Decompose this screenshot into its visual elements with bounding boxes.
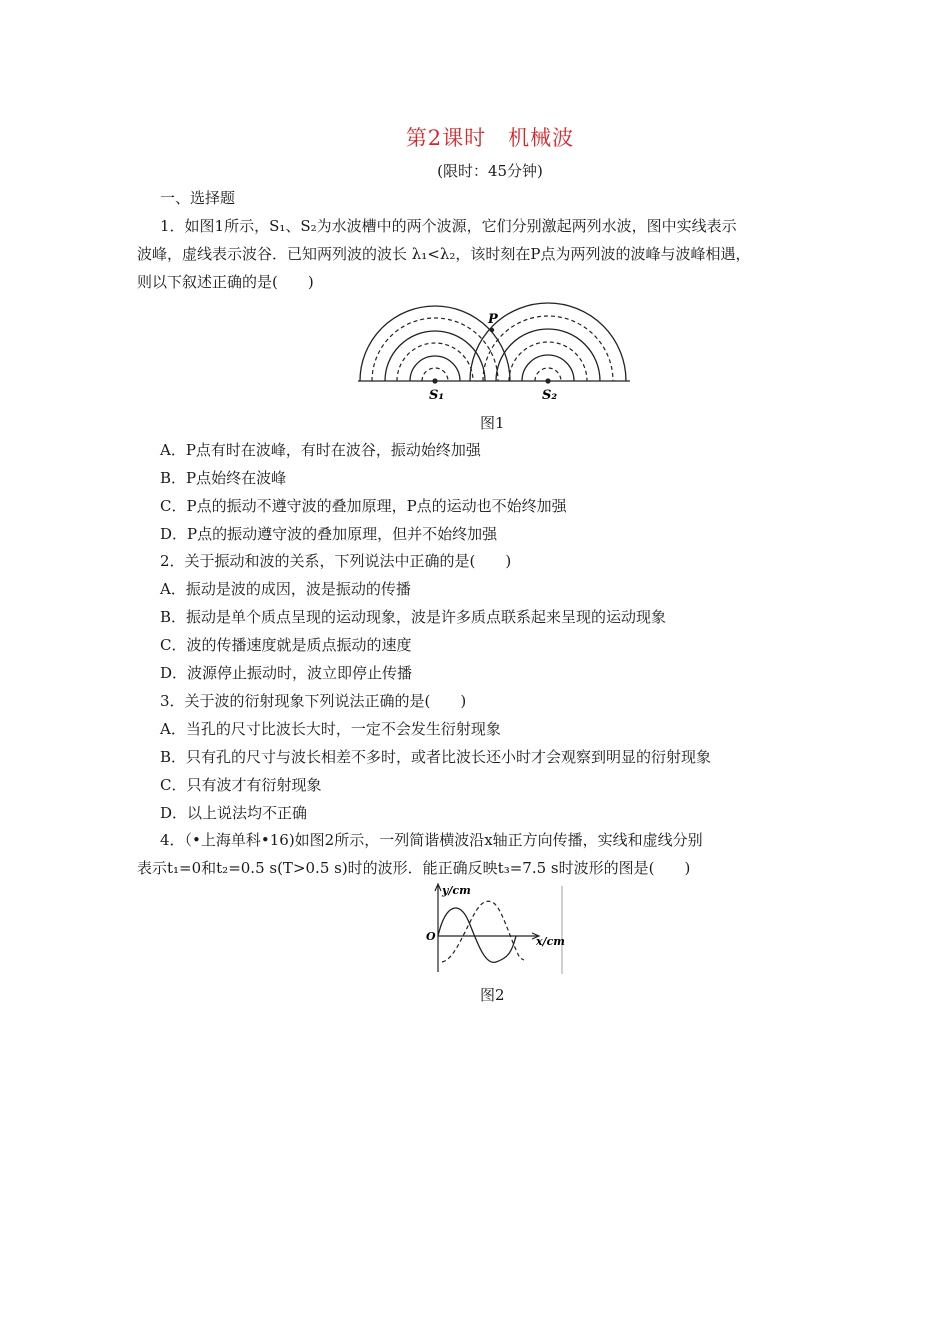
q1-option-c: C．P点的振动不遵守波的叠加原理，P点的运动也不始终加强 — [160, 497, 567, 515]
q1-option-b: B．P点始终在波峰 — [160, 469, 287, 487]
q2-option-d: D．波源停止振动时，波立即停止传播 — [160, 664, 413, 682]
q4-stem-line2: 表示t₁=0和t₂=0.5 s(T>0.5 s)时的波形．能正确反映t₃=7.5 s时波形的图是( ) — [137, 859, 691, 877]
q2-option-b: B．振动是单个质点呈现的运动现象，波是许多质点联系起来呈现的运动现象 — [160, 608, 667, 626]
label-p: P — [488, 312, 498, 327]
q3-option-d: D．以上说法均不正确 — [160, 804, 308, 822]
page-title: 第2课时 机械波 — [405, 126, 575, 150]
q1-stem-line3: 则以下叙述正确的是( ) — [137, 273, 314, 291]
q1-stem-line2: 波峰，虚线表示波谷．已知两列波的波长 λ₁<λ₂，该时刻在P点为两列波的波峰与波峰相遇， — [137, 245, 751, 263]
s1-crest-1 — [410, 356, 460, 381]
label-s1: S₁ — [429, 388, 445, 403]
s2-crest-1 — [522, 355, 574, 381]
q3-option-b: B．只有孔的尺寸与波长相差不多时，或者比波长还小时才会观察到明显的衍射现象 — [160, 748, 712, 766]
origin-label: O — [426, 930, 436, 943]
q3-option-c: C．只有波才有衍射现象 — [160, 776, 322, 794]
q2-stem: 2．关于振动和波的关系，下列说法中正确的是( ) — [160, 552, 512, 570]
figure-2-waveform — [420, 880, 570, 980]
s2-trough-2 — [509, 342, 587, 381]
q2-option-c: C．波的传播速度就是质点振动的速度 — [160, 636, 412, 654]
figure-1-caption: 图1 — [480, 414, 505, 432]
q1-stem-line1: 1．如图1所示，S₁、S₂为水波槽中的两个波源，它们分别激起两列水波，图中实线表示 — [160, 217, 737, 235]
q3-stem: 3．关于波的衍射现象下列说法正确的是( ) — [160, 692, 467, 710]
label-s2: S₂ — [542, 388, 558, 403]
x-axis-label: x/cm — [536, 935, 565, 948]
q3-option-a: A．当孔的尺寸比波长大时，一定不会发生衍射现象 — [160, 720, 501, 738]
point-p-dot — [490, 328, 494, 332]
q1-option-d: D．P点的振动遵守波的叠加原理，但并不始终加强 — [160, 525, 498, 543]
solid-wave-t1 — [438, 908, 516, 962]
source-s1-dot — [432, 378, 437, 383]
time-limit: (限时：45分钟) — [437, 162, 543, 180]
figure-1-interference — [350, 298, 640, 408]
q1-option-a: A．P点有时在波峰，有时在波谷，振动始终加强 — [160, 441, 481, 459]
q4-stem-line1: 4．（•上海单科•16)如图2所示，一列简谐横波沿x轴正方向传播，实线和虚线分别 — [160, 831, 703, 849]
s1-trough-2 — [397, 343, 473, 381]
q2-option-a: A．振动是波的成因，波是振动的传播 — [160, 580, 411, 598]
s1-trough-3 — [372, 318, 498, 381]
y-axis-label: y/cm — [442, 884, 471, 897]
figure-2-caption: 图2 — [480, 986, 505, 1004]
section-heading: 一、选择题 — [160, 189, 236, 207]
source-s2-dot — [545, 378, 550, 383]
